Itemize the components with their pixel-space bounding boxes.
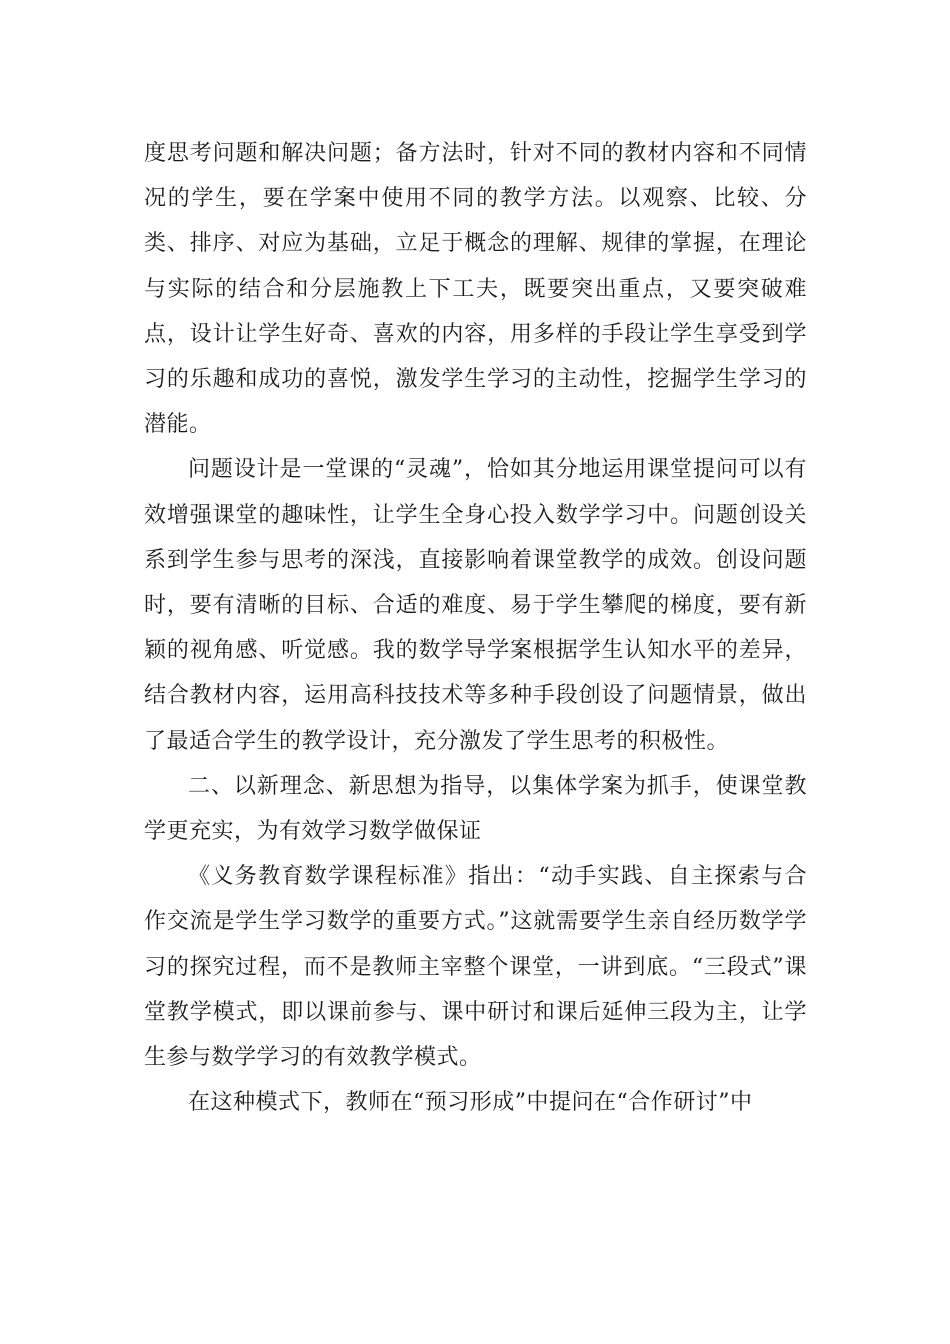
document-page xyxy=(144,131,807,1125)
paragraph-1: 度思考问题和解决问题；备方法时，针对不同的教材内容和不同情况的学生，要在学案中使用不同的教学方法。以观察、比较、分类、排序、对应为基础，立足于概念的理解、规律的掌握，在理论与实际的结合和分层施教上下工夫，既要突出重点，又要突破难点，设计让学生好奇、喜欢的内容，用多样的手段让学生享受到学习的乐趣和成功的喜悦，激发学生学习的主动性，挖掘学生学习的潜能。 xyxy=(144,141,807,438)
paragraph-4: 在这种模式下，教师在“预习形成”中提问在“合作研讨”中 xyxy=(188,1090,753,1116)
paragraph-3: 《义务教育数学课程标准》指出：“动手实践、自主探索与合作交流是学生学习数学的重要方式。”这就需要学生亲自经历数学学习的探究过程，而不是教师主宰整个课堂，一讲到底。“三段式”课堂教学模式，即以课前参与、课中研讨和课后延伸三段为主，让学生参与数学学习的有效教学模式。 xyxy=(144,864,807,1071)
paragraph-2: 问题设计是一堂课的“灵魂”，恰如其分地运用课堂提问可以有效增强课堂的趣味性，让学生全身心投入数学学习中。问题创设关系到学生参与思考的深浅，直接影响着课堂教学的成效。创设问题时，要有清晰的目标、合适的难度、易于学生攀爬的梯度，要有新颖的视角感、听觉感。我的数学导学案根据学生认知水平的差异，结合教材内容，运用高科技技术等多种手段创设了问题情景，做出了最适合学生的教学设计，充分激发了学生思考的积极性。 xyxy=(144,457,807,754)
section-heading: 二、以新理念、新思想为指导，以集体学案为抓手，使课堂教学更充实，为有效学习数学做保证 xyxy=(144,773,807,845)
